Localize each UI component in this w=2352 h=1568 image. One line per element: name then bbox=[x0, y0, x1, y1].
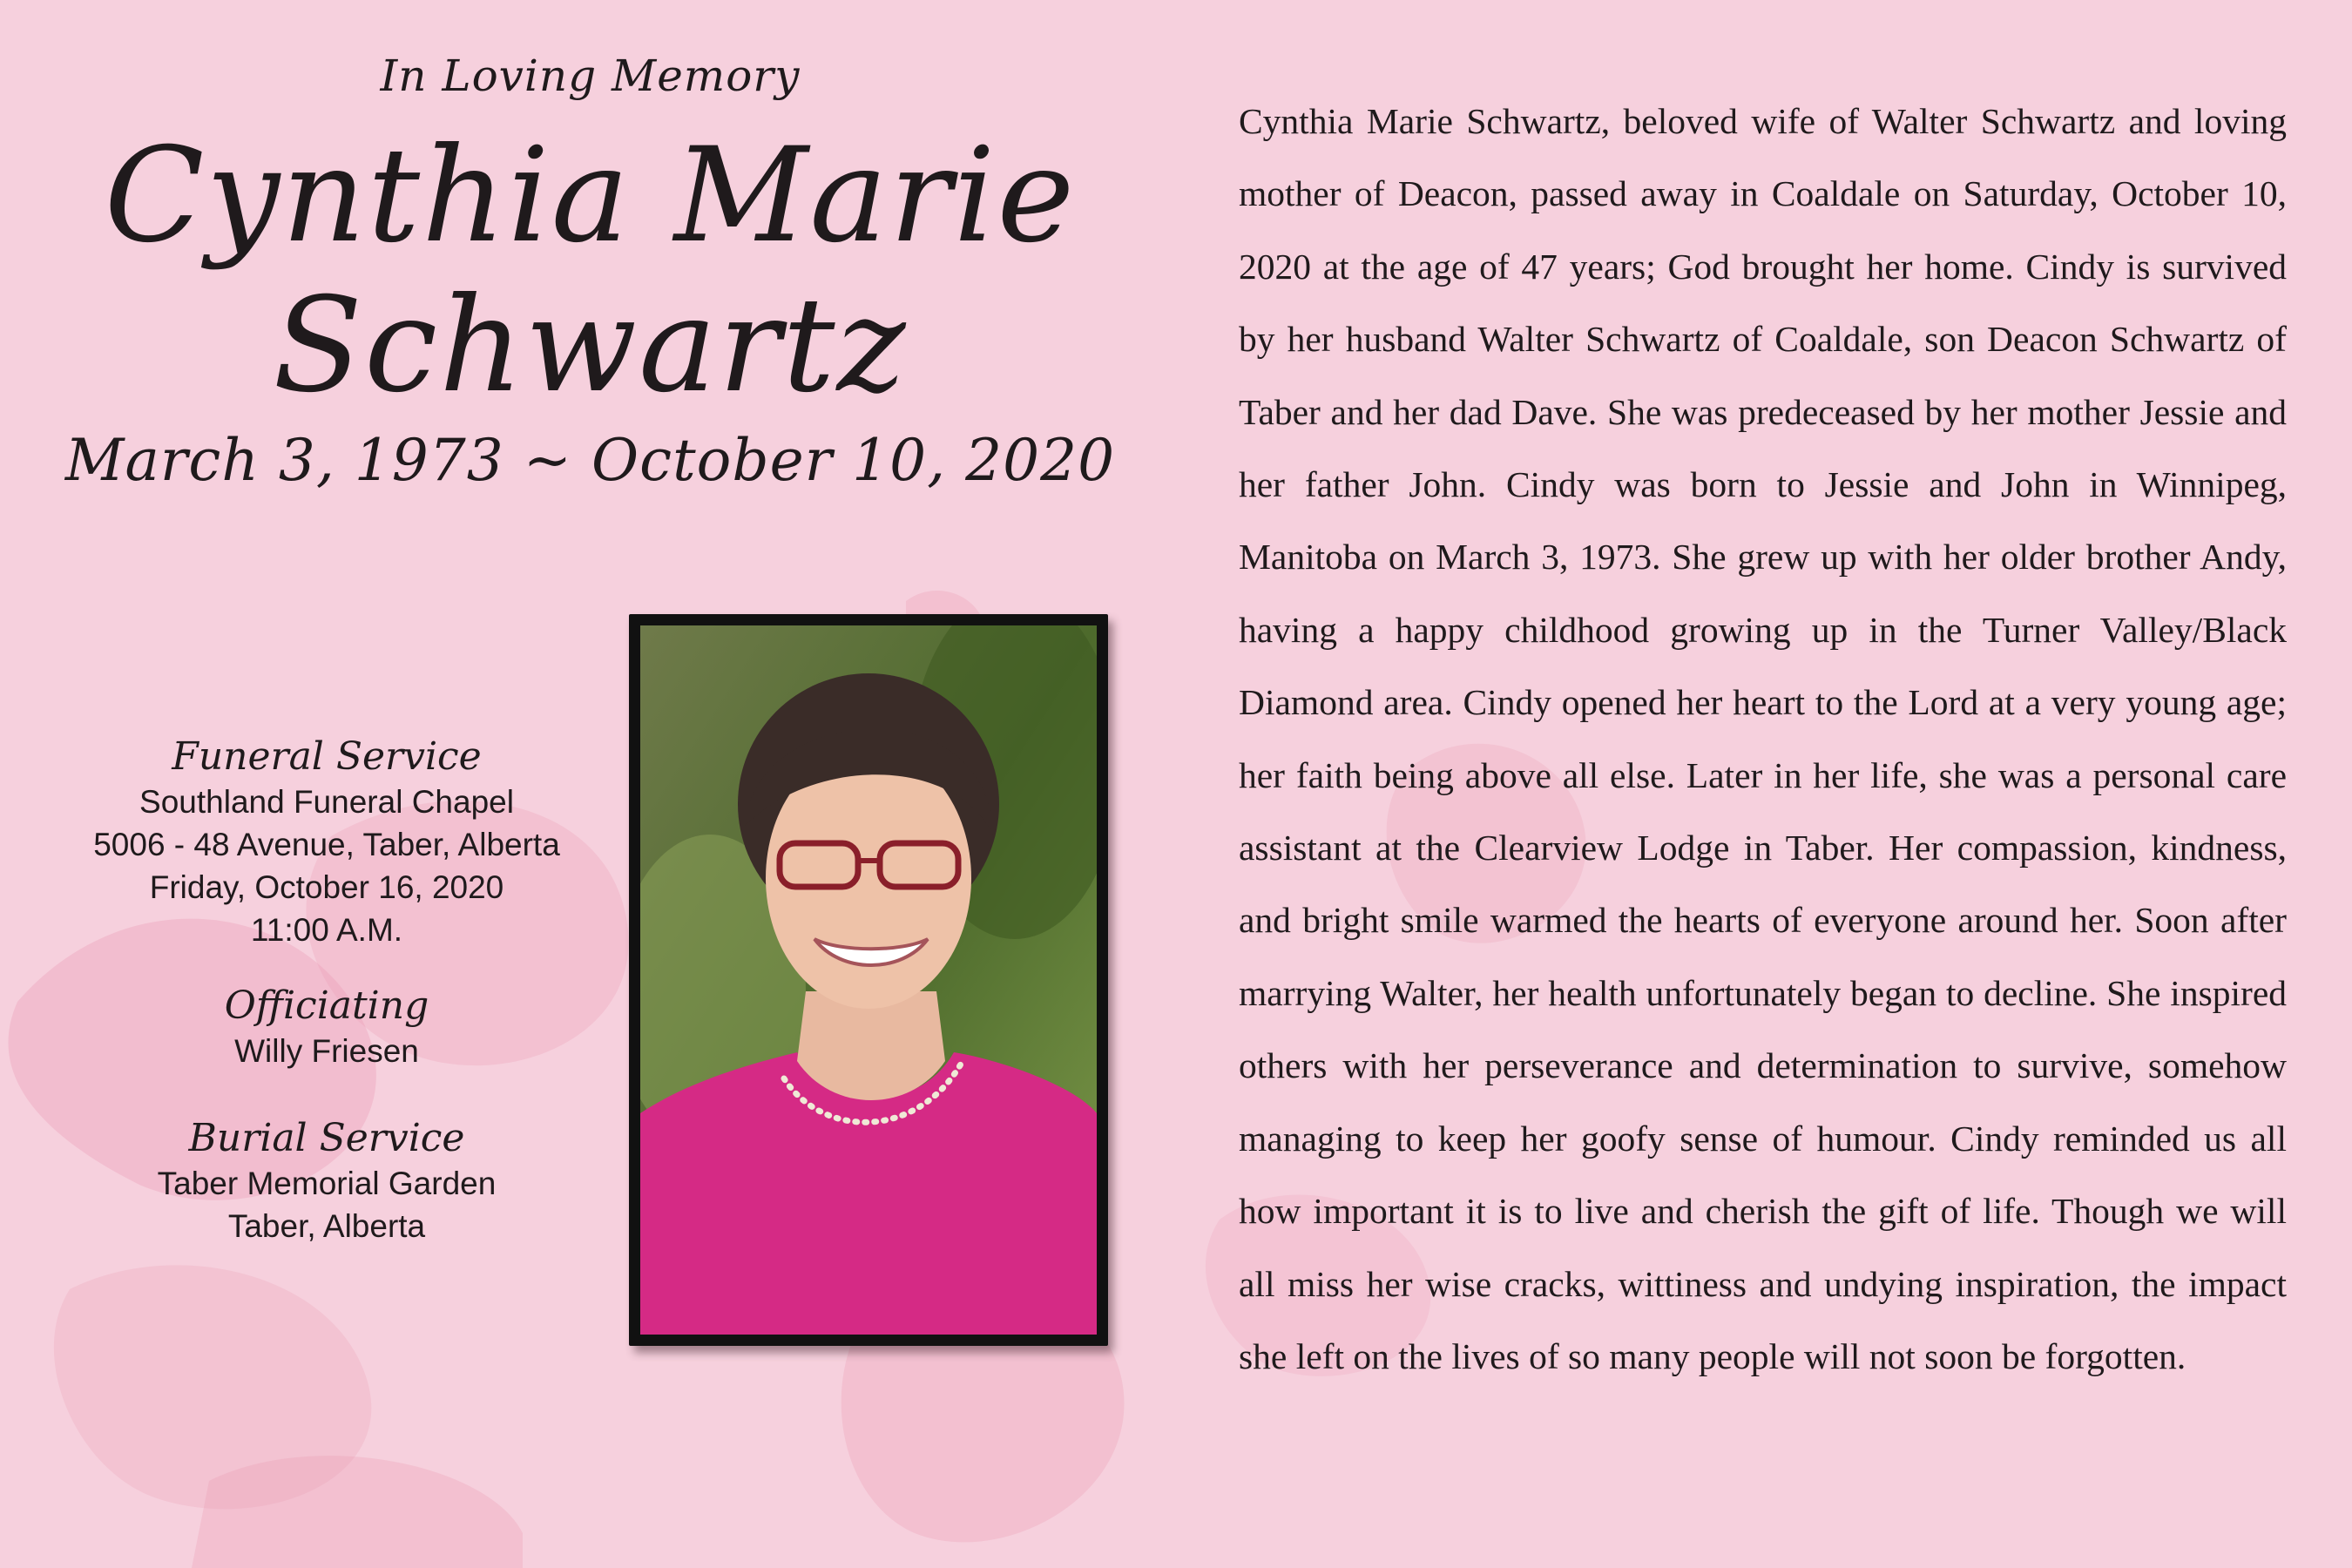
officiant-name: Willy Friesen bbox=[234, 1033, 419, 1069]
obituary-text: Cynthia Marie Schwartz, beloved wife of Walter Schwartz and loving mother of Deacon, passed away in Coaldale on Saturday, October 10, 2020 at the age of 47 years; God brought her home. Cindy is survived by her husband Walter Schwartz of Coaldale, son Deacon Schwartz of Taber and her dad Dave. She was predeceased by her mother Jessie and her father John. Cindy was born to Jessie and John in Winnipeg, Manitoba on March 3, 1973. She grew up with her older brother Andy, having a happy childhood growing up in the Turner Valley/Black Diamond area. Cindy opened her heart to the Lord at a very young age; her faith being above all else. Later in her life, she was a personal care assistant at the Clearview Lodge in Taber. Her compassion, kindness, and bright smile warmed the hearts of everyone around her. Soon after marrying Walter, her health unfortunately began to decline. She inspired others with her perseverance and determination to survive, somehow managing to keep her goofy sense of humour. Cindy reminded us all how important it is to live and cherish the gift of life. Though we will all miss her wise cracks, wittiness and undying inspiration, the impact she left on the lives of so many people will not soon be forgotten. bbox=[1239, 101, 2287, 1376]
funeral-venue: Southland Funeral Chapel bbox=[139, 784, 514, 820]
burial-location: Taber, Alberta bbox=[227, 1208, 426, 1244]
deceased-last-name: Schwartz bbox=[273, 270, 908, 422]
funeral-date: Friday, October 16, 2020 bbox=[149, 869, 504, 905]
memory-label: In Loving Memory bbox=[380, 51, 801, 101]
officiating-block bbox=[52, 983, 601, 1072]
life-dates: March 3, 1973 ~ October 10, 2020 bbox=[64, 427, 1116, 494]
funeral-service-heading: Funeral Service bbox=[172, 734, 482, 779]
officiating-heading: Officiating bbox=[224, 983, 429, 1028]
burial-venue: Taber Memorial Garden bbox=[157, 1166, 497, 1201]
portrait-photo-frame bbox=[629, 614, 1108, 1346]
deceased-first-names: Cynthia Marie bbox=[104, 120, 1077, 272]
burial-service-block bbox=[52, 1115, 601, 1247]
funeral-address: 5006 - 48 Avenue, Taber, Alberta bbox=[93, 827, 560, 862]
burial-service-heading: Burial Service bbox=[188, 1116, 465, 1160]
funeral-time: 11:00 A.M. bbox=[250, 912, 403, 948]
portrait-photo bbox=[640, 625, 1097, 1335]
funeral-service-block bbox=[52, 733, 601, 951]
